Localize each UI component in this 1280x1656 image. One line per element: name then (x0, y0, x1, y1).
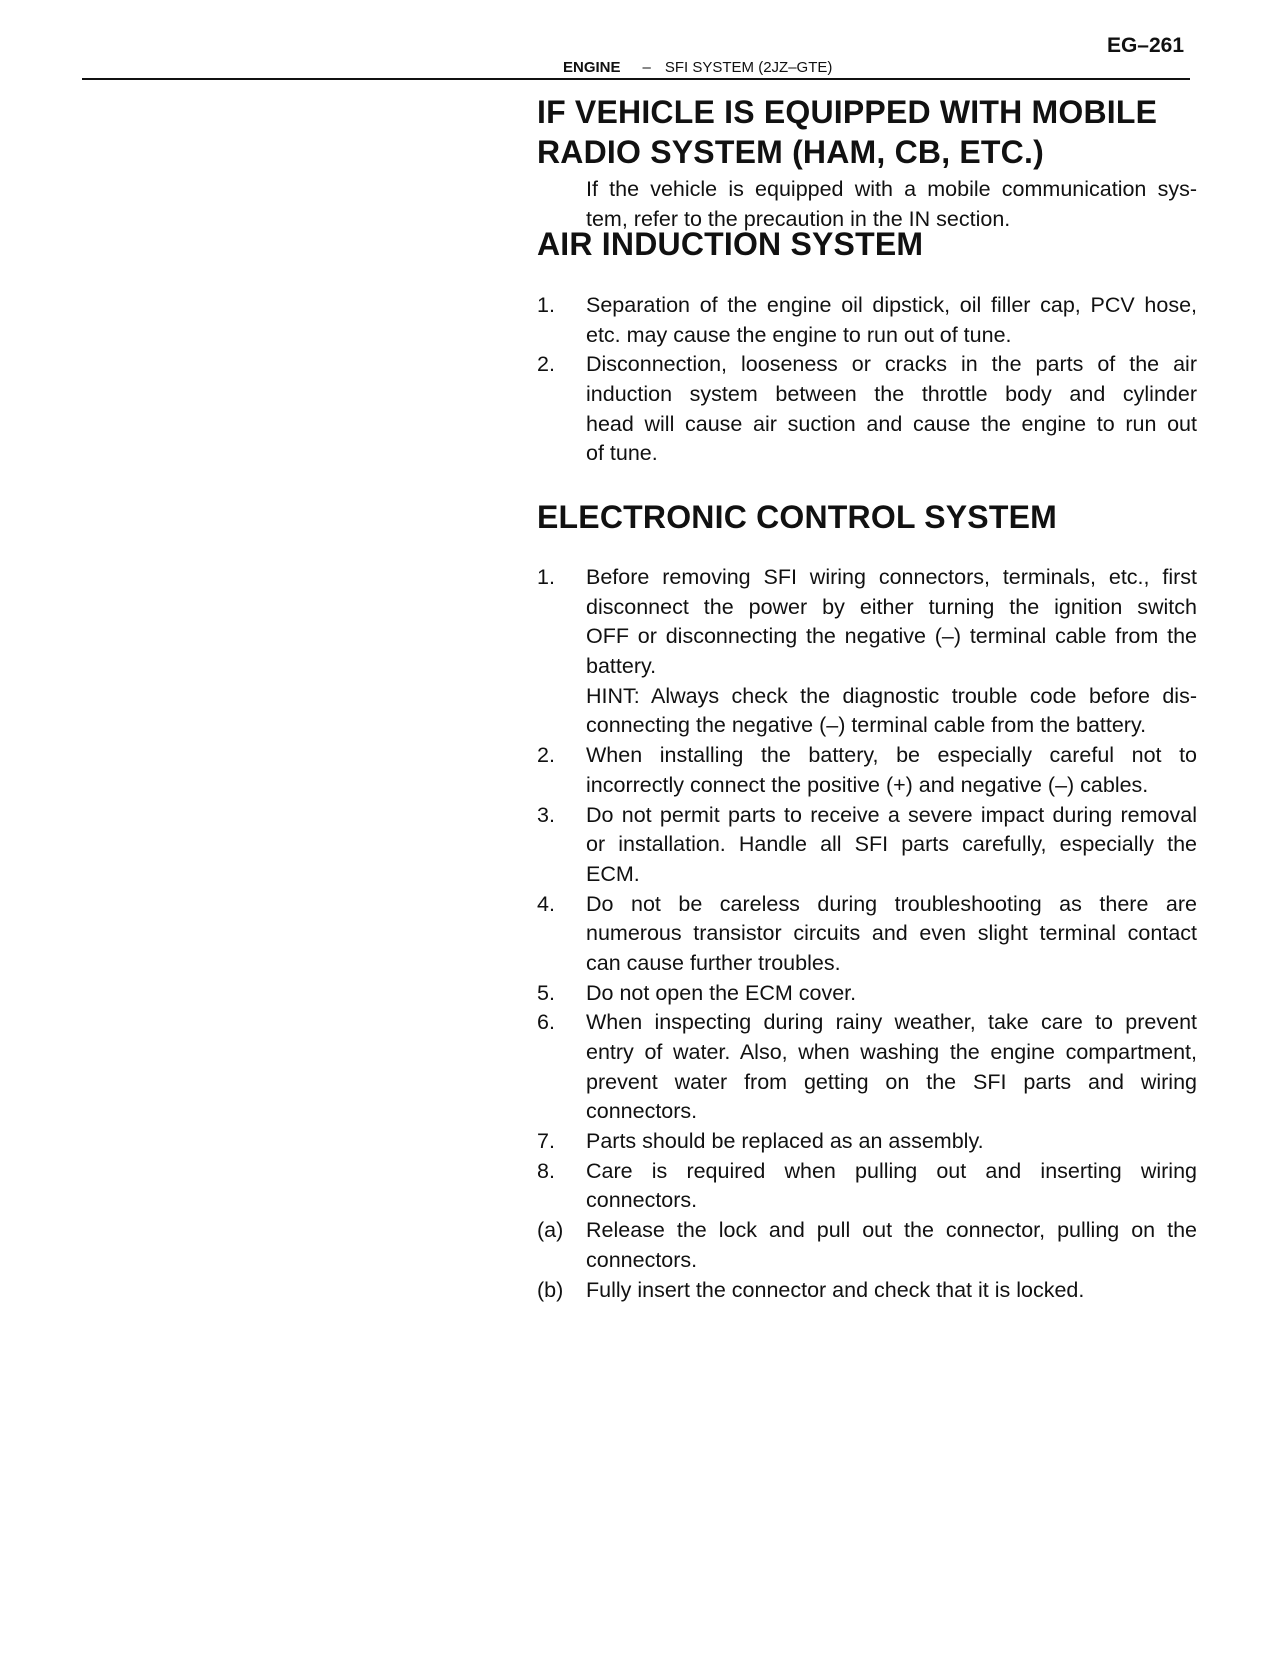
mobile-radio-section (537, 92, 1197, 172)
list-item-line (537, 1246, 1197, 1276)
list-item-line (537, 771, 1197, 801)
list-item-number: 2. (537, 352, 555, 377)
list-item-number: 4. (537, 891, 555, 916)
list-item-number: 5. (537, 980, 555, 1005)
list-item-text: connectors. (586, 1247, 698, 1272)
list-item-line (537, 652, 1197, 682)
list-item-line (537, 291, 1197, 321)
list-item-number: 1. (537, 565, 555, 589)
list-item-text: head will cause air suction and cause the engine to run out (586, 411, 1197, 436)
list-item-text: disconnect the power by either turning the ignition switch (586, 594, 1197, 619)
list-item-line (537, 711, 1197, 741)
list-item-line (537, 350, 1197, 380)
list-item-text: incorrectly connect the positive (+) and negative (–) cables. (586, 772, 1149, 797)
section-title: ELECTRONIC CONTROL SYSTEM (537, 499, 1057, 535)
list-item-text: Care is required when pulling out and inserting wiring (586, 1158, 1197, 1183)
list-item-number: 8. (537, 1158, 555, 1183)
list-item-number: (a) (537, 1218, 564, 1243)
list-item-text: etc. may cause the engine to run out of tune. (586, 322, 1012, 347)
list-item-text: When inspecting during rainy weather, take care to prevent (586, 1010, 1197, 1035)
list-item-text: prevent water from getting on the SFI parts and wiring (586, 1069, 1197, 1094)
list-item-line (537, 563, 1197, 593)
list-item-text: connectors. (586, 1188, 698, 1213)
page-number: EG–261 (1106, 34, 1184, 57)
list-item-line (537, 949, 1197, 979)
list-item-line (537, 593, 1197, 623)
body-line: If the vehicle is equipped with a mobile communication sys- (586, 177, 1197, 201)
air-induction-list (537, 291, 1197, 469)
section-title: AIR INDUCTION SYSTEM (537, 226, 924, 262)
header-rule (82, 78, 1190, 80)
electronic-control-section (537, 497, 1197, 537)
list-item-number: 1. (537, 293, 555, 317)
list-item-text: connectors. (586, 1099, 698, 1124)
list-item-text: When installing the battery, be especially careful not to (586, 743, 1197, 768)
body-line: tem, refer to the precaution in the IN section. (586, 206, 1011, 231)
list-item-line (537, 682, 1197, 712)
list-item-line (537, 830, 1197, 860)
list-item-text: or installation. Handle all SFI parts carefully, especially the (586, 832, 1197, 857)
list-item-number: 3. (537, 802, 555, 827)
list-item-text: of tune. (586, 441, 658, 466)
air-induction-section (537, 224, 1197, 264)
list-item-text: entry of water. Also, when washing the engine compartment, (586, 1040, 1197, 1064)
electronic-control-list (537, 563, 1197, 1305)
list-item-text: connecting the negative (–) terminal cable from the battery. (586, 713, 1147, 738)
list-item-text: OFF or disconnecting the negative (–) terminal cable from the (586, 624, 1197, 649)
section-title-line: IF VEHICLE IS EQUIPPED WITH MOBILE (537, 94, 1158, 130)
list-item-text: Parts should be replaced as an assembly. (586, 1129, 984, 1154)
list-item-line (537, 1038, 1197, 1068)
list-item-line (537, 439, 1197, 469)
list-item-line (537, 1097, 1197, 1127)
list-item-text: Separation of the engine oil dipstick, oil filler cap, PCV hose, (586, 293, 1197, 317)
list-item-line (537, 1068, 1197, 1098)
list-item-text: Fully insert the connector and check that it is locked. (586, 1277, 1085, 1302)
list-item-line (537, 860, 1197, 890)
list-item-line (537, 1276, 1197, 1306)
list-item-line (537, 1008, 1197, 1038)
list-item-number: 7. (537, 1129, 555, 1154)
list-item-line (537, 380, 1197, 410)
list-item-text: HINT: Always check the diagnostic trouble code before dis- (586, 683, 1197, 708)
list-item-text: battery. (586, 654, 657, 679)
list-item-text: Before removing SFI wiring connectors, terminals, etc., first (586, 565, 1197, 589)
list-item-number: 6. (537, 1010, 555, 1035)
list-item-text: can cause further troubles. (586, 950, 841, 975)
section-name: ENGINE (563, 59, 621, 76)
list-item-text: Release the lock and pull out the connector, pulling on the (586, 1218, 1197, 1243)
list-item-number: 2. (537, 743, 555, 768)
list-item-number: (b) (537, 1277, 564, 1302)
list-item-line (537, 919, 1197, 949)
section-title-line: RADIO SYSTEM (HAM, CB, ETC.) (537, 134, 1044, 170)
list-item-text: numerous transistor circuits and even slight terminal contact (586, 921, 1197, 946)
list-item-line (537, 622, 1197, 652)
list-item-line (537, 801, 1197, 831)
list-item-line (537, 890, 1197, 920)
list-item-text: ECM. (586, 861, 640, 886)
list-item-text: Do not be careless during troubleshooting as there are (586, 891, 1197, 916)
list-item-line (537, 979, 1197, 1009)
list-item-line (537, 741, 1197, 771)
header-separator: – (642, 59, 651, 76)
list-item-line (537, 1186, 1197, 1216)
list-item-text: Do not permit parts to receive a severe impact during removal (586, 802, 1197, 827)
list-item-line (537, 1127, 1197, 1157)
list-item-line (537, 1157, 1197, 1187)
list-item-line (537, 1216, 1197, 1246)
running-header (563, 59, 832, 76)
list-item-text: Disconnection, looseness or cracks in the parts of the air (586, 352, 1197, 377)
list-item-line (537, 321, 1197, 351)
list-item-text: induction system between the throttle body and cylinder (586, 382, 1197, 407)
list-item-text: Do not open the ECM cover. (586, 980, 857, 1005)
subsection-name: SFI SYSTEM (2JZ–GTE) (664, 59, 833, 76)
list-item-line (537, 410, 1197, 440)
